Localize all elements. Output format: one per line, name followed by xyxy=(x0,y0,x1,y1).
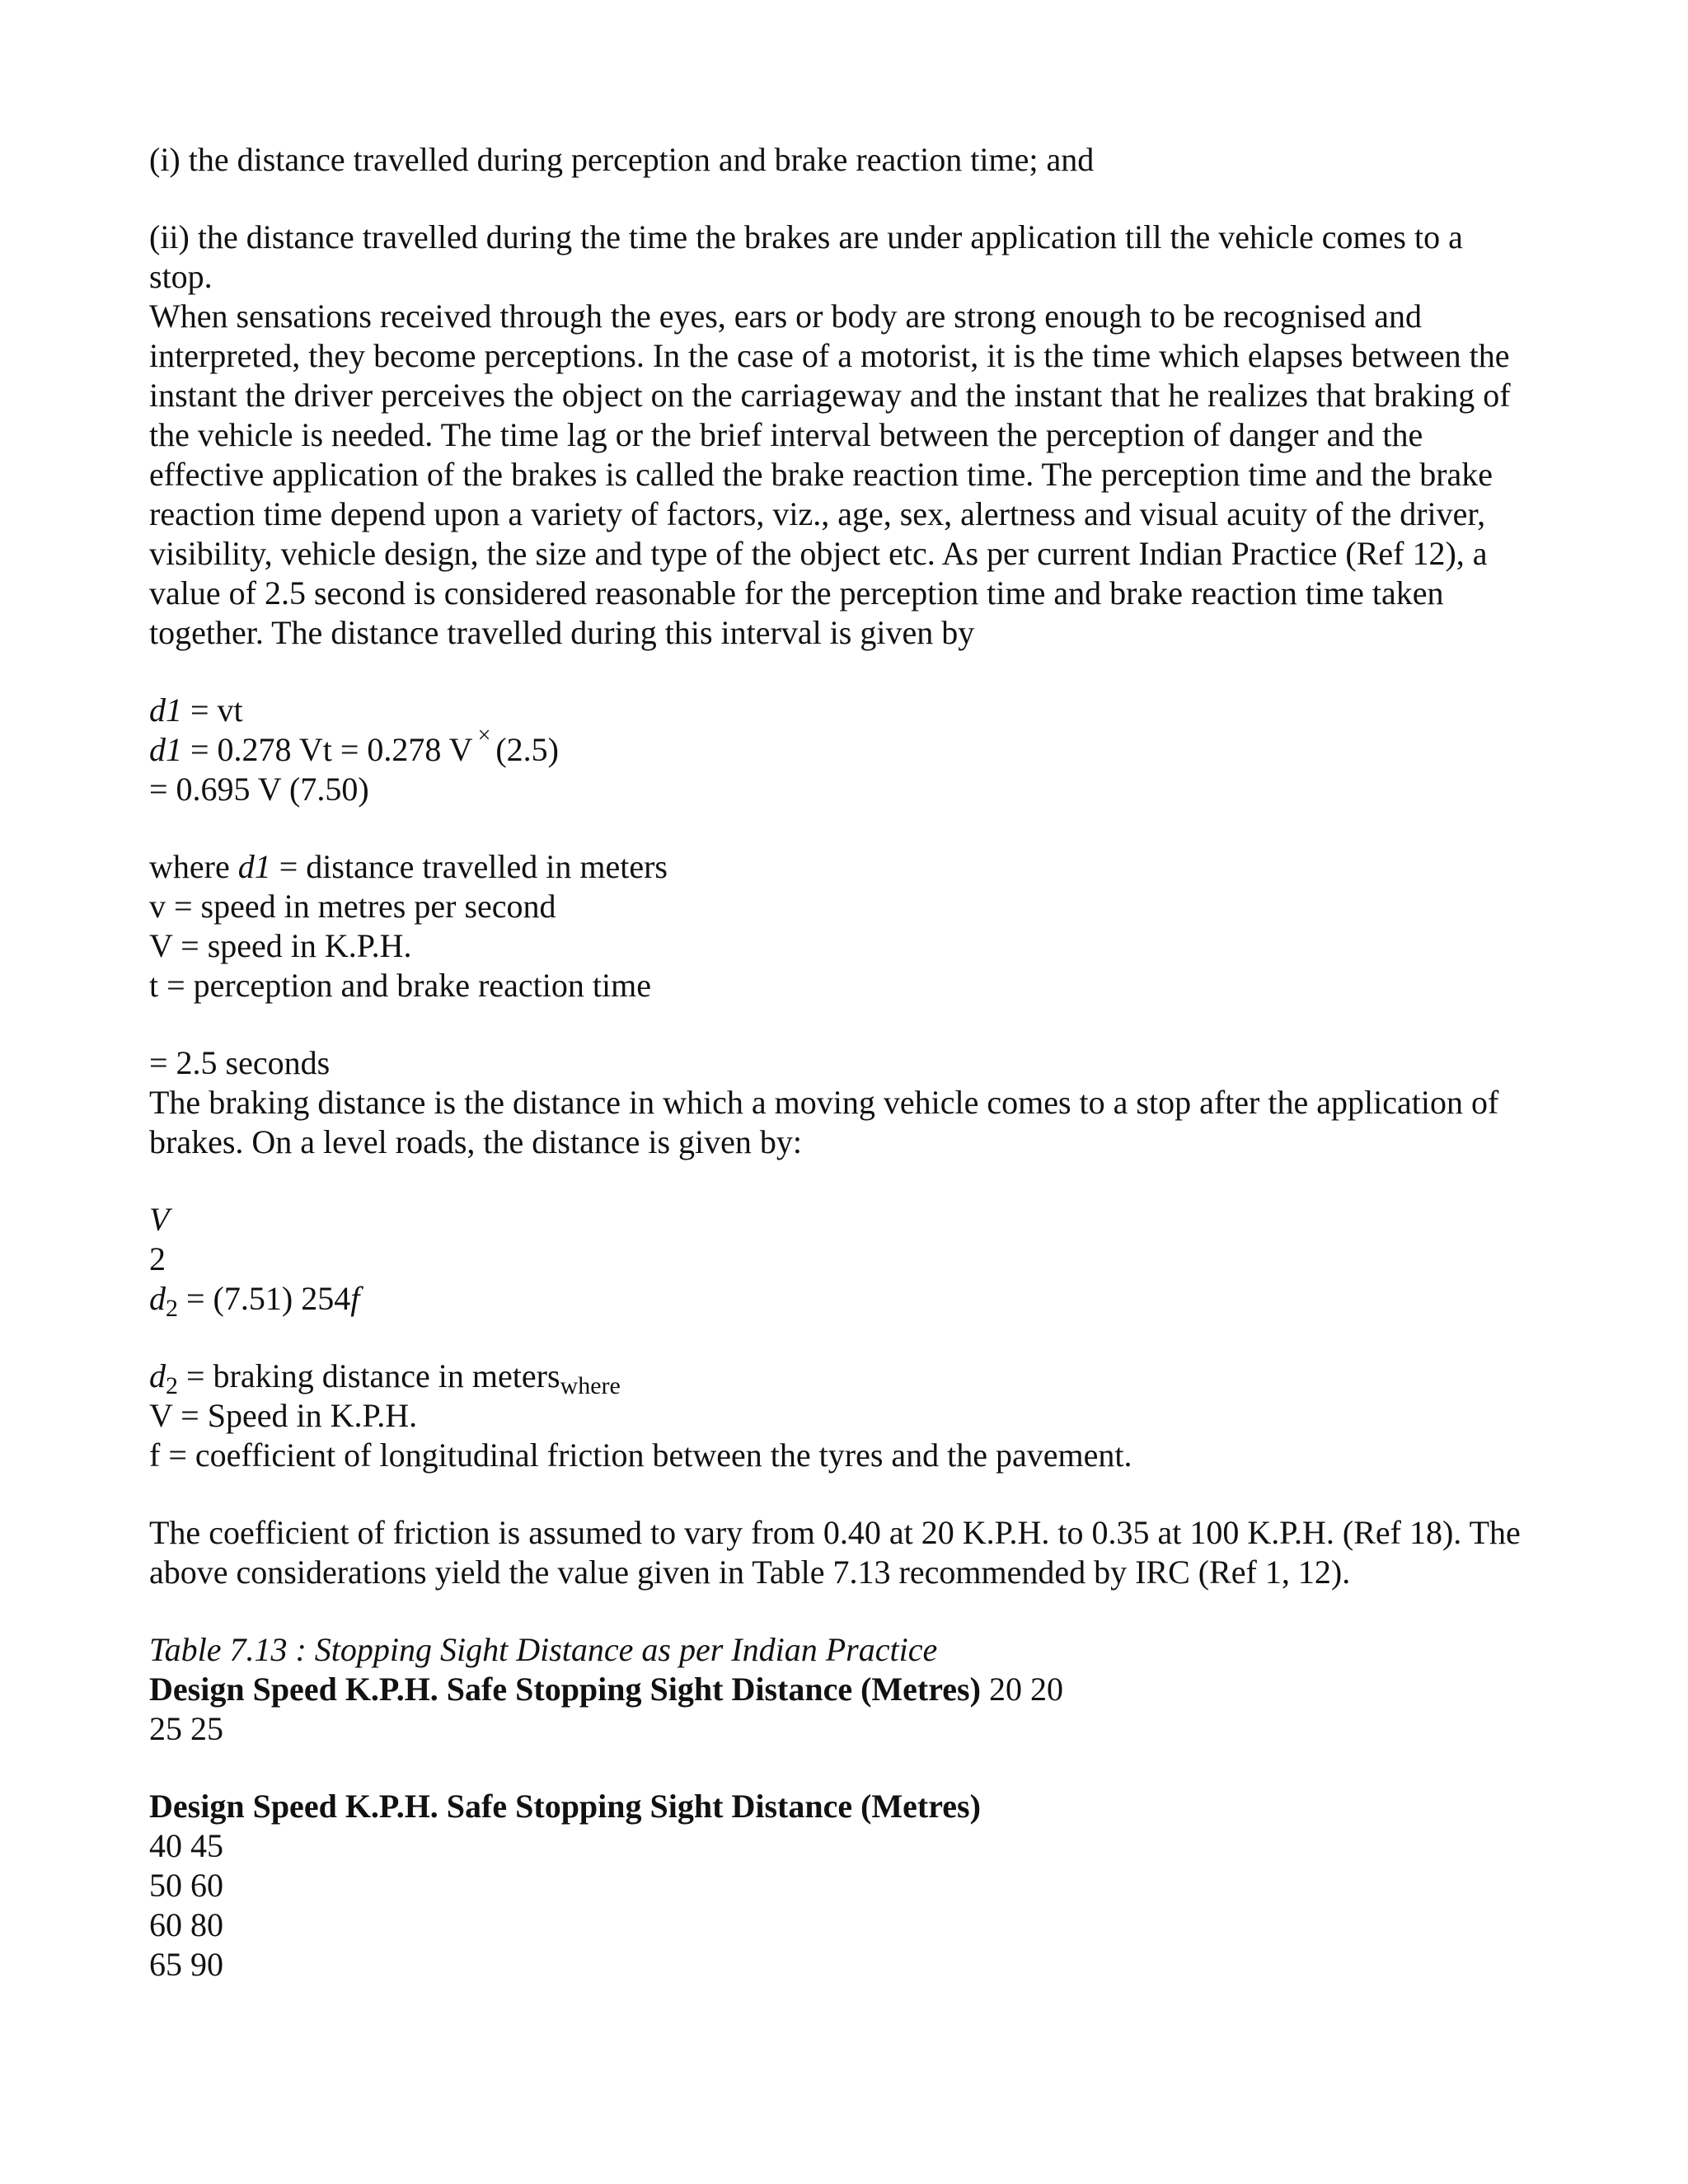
table-cell: 20 20 xyxy=(980,1671,1063,1708)
definition-line xyxy=(149,1357,1550,1399)
equation-line: V xyxy=(149,1201,170,1238)
table-row: 40 45 xyxy=(149,1827,223,1864)
text-line: the vehicle is needed. The time lag or the brief interval between the perception of danger and the xyxy=(149,416,1423,453)
equation-d2 xyxy=(149,1200,1550,1322)
eq-text: (2.5) xyxy=(495,731,559,768)
paragraph-perception xyxy=(149,297,1550,653)
spacer xyxy=(149,809,1550,847)
table-caption: Table 7.13 : Stopping Sight Distance as per Indian Practice xyxy=(149,1631,938,1668)
table-row: 60 80 xyxy=(149,1906,223,1943)
definition-line: V = speed in K.P.H. xyxy=(149,927,412,964)
eq-text: = vt xyxy=(182,691,243,729)
var-d1: d1 xyxy=(149,691,182,729)
spacer xyxy=(149,653,1550,691)
definition-line: V = Speed in K.P.H. xyxy=(149,1397,418,1434)
table-header: Design Speed K.P.H. Safe Stopping Sight Distance (Metres) xyxy=(149,1788,981,1825)
table-7-13 xyxy=(149,1630,1550,1985)
spacer xyxy=(149,1749,1550,1787)
text-line: brakes. On a level roads, the distance is given by: xyxy=(149,1123,802,1160)
subscript: 2 xyxy=(166,1372,178,1399)
def-text: = braking distance in meters xyxy=(178,1357,560,1394)
var-d: d xyxy=(149,1357,166,1394)
times-sign: × xyxy=(477,723,491,748)
var-d1: d1 xyxy=(237,848,271,885)
equation-line xyxy=(149,1279,1550,1322)
text-line: instant the driver perceives the object on the carriageway and the instant that he realizes that braking of xyxy=(149,377,1511,414)
text-line: above considerations yield the value given in Table 7.13 recommended by IRC (Ref 1, 12). xyxy=(149,1554,1351,1591)
eq-text: = 0.278 Vt = 0.278 V xyxy=(182,731,473,768)
spacer xyxy=(149,1005,1550,1043)
definition-line: f = coefficient of longitudinal friction between the tyres and the pavement. xyxy=(149,1436,1132,1474)
text-line: together. The distance travelled during this interval is given by xyxy=(149,614,975,651)
equation-d1 xyxy=(149,691,1550,809)
where-block-d1 xyxy=(149,847,1550,1005)
subscript-where: where xyxy=(560,1372,621,1399)
definition-line xyxy=(149,847,1550,887)
document-page xyxy=(149,140,1550,1985)
paragraph-item-i: (i) the distance travelled during perception and brake reaction time; and xyxy=(149,141,1095,178)
definition-line: = 2.5 seconds xyxy=(149,1044,331,1081)
text-line: (ii) the distance travelled during the time the brakes are under application till the vehicle comes to a xyxy=(149,218,1463,255)
paragraph-friction xyxy=(149,1513,1550,1592)
table-row: 50 60 xyxy=(149,1867,223,1904)
eq-text: = (7.51) 254 xyxy=(178,1280,351,1317)
text-line: The coefficient of friction is assumed to vary from 0.40 at 20 K.P.H. to 0.35 at 100 K.P.H. (Ref 18). The xyxy=(149,1514,1521,1551)
text-line: The braking distance is the distance in which a moving vehicle comes to a stop after the application of xyxy=(149,1084,1499,1121)
def-text: where xyxy=(149,848,238,885)
var-d1: d1 xyxy=(149,731,182,768)
where-block-d2 xyxy=(149,1357,1550,1475)
text-line: effective application of the brakes is called the brake reaction time. The perception time and the brake xyxy=(149,456,1493,493)
equation-line: 2 xyxy=(149,1240,166,1277)
table-row: 65 90 xyxy=(149,1946,223,1983)
paragraph-item-ii xyxy=(149,218,1550,297)
text-line: interpreted, they become perceptions. In the case of a motorist, it is the time which elapses between the xyxy=(149,337,1510,374)
spacer xyxy=(149,1592,1550,1630)
var-f: f xyxy=(350,1280,360,1317)
spacer xyxy=(149,1475,1550,1513)
table-header-line xyxy=(149,1670,1550,1709)
spacer xyxy=(149,180,1550,218)
definition-line: v = speed in metres per second xyxy=(149,888,556,925)
text-line: reaction time depend upon a variety of factors, viz., age, sex, alertness and visual acuity of the driver, xyxy=(149,495,1486,532)
text-line: visibility, vehicle design, the size and type of the object etc. As per current Indian Practice (Ref 12), a xyxy=(149,535,1488,572)
table-row: 25 25 xyxy=(149,1710,223,1747)
paragraph-braking xyxy=(149,1083,1550,1162)
text-line: When sensations received through the eyes, ears or body are strong enough to be recognised and xyxy=(149,298,1422,335)
spacer xyxy=(149,1319,1550,1357)
spacer xyxy=(149,1162,1550,1200)
text-line: value of 2.5 second is considered reasonable for the perception time and brake reaction time taken xyxy=(149,574,1444,612)
text-line: stop. xyxy=(149,258,213,295)
equation-line: = 0.695 V (7.50) xyxy=(149,771,369,808)
subscript: 2 xyxy=(166,1295,178,1322)
equation-line xyxy=(149,691,1550,730)
definition-line: t = perception and brake reaction time xyxy=(149,967,651,1004)
var-d: d xyxy=(149,1280,166,1317)
def-text: = distance travelled in meters xyxy=(270,848,668,885)
equation-line xyxy=(149,723,1550,770)
table-header: Design Speed K.P.H. Safe Stopping Sight Distance (Metres) xyxy=(149,1671,981,1708)
